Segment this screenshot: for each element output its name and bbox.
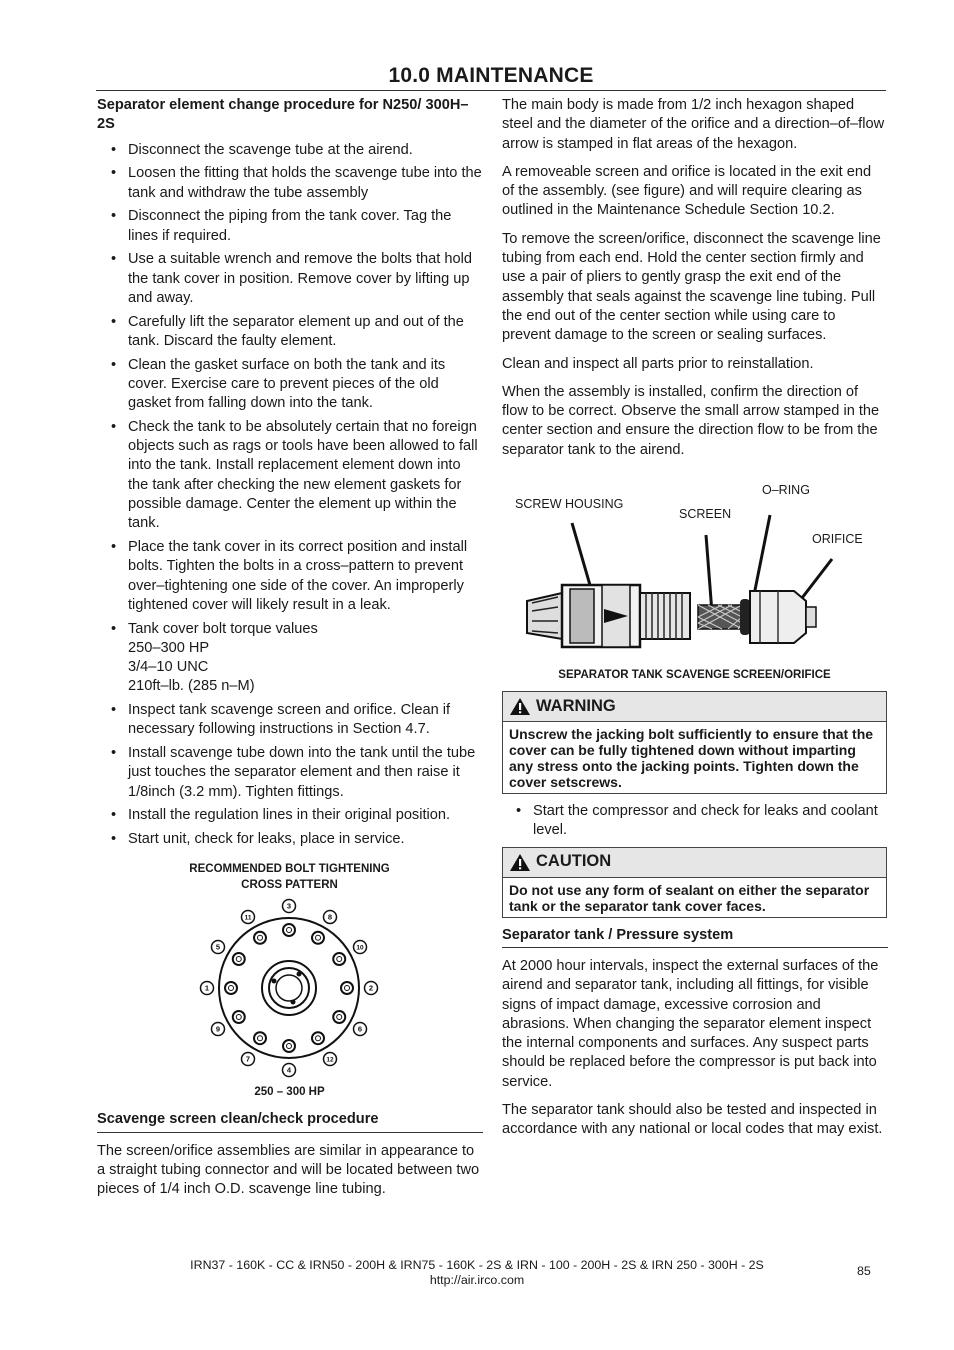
bolt-hole	[333, 1011, 345, 1023]
list-item: • Disconnect the piping from the tank cover. Tag the lines if required.	[97, 207, 482, 246]
cover-hub-inner	[269, 968, 309, 1008]
left-column	[97, 96, 482, 1209]
start-list	[502, 802, 887, 841]
bolt-hole	[254, 1033, 266, 1045]
bolt-pattern-diagram	[97, 897, 482, 1079]
list-item: • Disconnect the scavenge tube at the airend.	[97, 141, 482, 160]
bolt-hole	[233, 1011, 245, 1023]
label-oring: O–RING	[762, 483, 810, 498]
bolt-number: 6	[357, 1024, 363, 1034]
list-item: • Start unit, check for leaks, place in service.	[97, 830, 482, 849]
torque-hp: 250–300 HP	[128, 639, 210, 656]
bolt-hole	[283, 924, 295, 936]
footer-models: IRN37 - 160K - CC & IRN50 - 200H & IRN75 - 160K - 2S & IRN - 100 - 200H - 2S & IRN 250 - 300H - 2S	[190, 1258, 764, 1272]
list-item: • Use a suitable wrench and remove the bolts that hold the tank cover in position. Remove cover by lifting up and away.	[97, 250, 482, 308]
list-item: • Place the tank cover in its correct position and install bolts. Tighten the bolts in a cross–pattern to prevent over–tightening one side of the cover. An improperly tightened cover will likely result in a leak.	[97, 538, 482, 615]
page-number: 85	[857, 1264, 871, 1278]
label-screw-housing: SCREW HOUSING	[515, 497, 624, 512]
section-heading-separator-change: Separator element change procedure for N250/ 300H–2S	[97, 97, 469, 133]
section-heading-scavenge: Scavenge screen clean/check procedure	[97, 1110, 483, 1132]
page-footer	[0, 1258, 954, 1288]
caution-header	[503, 848, 886, 878]
page-title: 10.0 MAINTENANCE	[388, 64, 594, 87]
bolt-number: 7	[245, 1054, 251, 1064]
paragraph: At 2000 hour intervals, inspect the external surfaces of the airend and separator tank, including all fittings, for visible signs of impact damage, excessive corrosion and abrasions. When changing the separator element inspect the internal components and surfaces. Any suspect parts should be replaced before the compressor is put back into service.	[502, 957, 879, 1090]
bolt-number: 4	[286, 1065, 292, 1075]
procedure-list	[97, 141, 482, 850]
paragraph: The separator tank should also be tested and inspected in accordance with any national or local codes that may exist.	[502, 1102, 883, 1138]
bolt-figure-footer: 250 – 300 HP	[254, 1086, 325, 1099]
list-item: • Install the regulation lines in their original position.	[97, 806, 482, 825]
bolt-number: 10	[356, 944, 364, 952]
cover-hub	[262, 961, 316, 1015]
scavenge-paragraph: The screen/orifice assemblies are similar in appearance to a straight tubing connector and will be located between two pieces of 1/4 inch O.D. scavenge line tubing.	[97, 1142, 480, 1198]
bolt-hole	[341, 982, 353, 994]
jacking-point	[272, 979, 277, 984]
paragraph: To remove the screen/orifice, disconnect the scavenge line tubing from each end. Hold the center section firmly and use a pair of pliers to gently grasp the exit end of the assembly that seals against the scavenge line tubing. Pull the end out of the center section while using care to prevent damage to the screen or sealing surfaces.	[502, 230, 881, 344]
label-orifice: ORIFICE	[812, 532, 863, 547]
bolt-number: 9	[215, 1024, 221, 1034]
bolt-hole	[333, 953, 345, 965]
list-item: • Loosen the fitting that holds the scavenge tube into the tank and withdraw the tube assembly	[97, 164, 482, 203]
cover-hub-core	[276, 975, 302, 1001]
jacking-point	[291, 1000, 296, 1005]
bolt-number: 12	[326, 1056, 334, 1064]
caution-title: CAUTION	[536, 852, 612, 871]
right-column	[502, 96, 887, 1149]
bolt-pattern-figure	[97, 861, 482, 1100]
bolt-hole	[254, 932, 266, 944]
bolt-hole	[225, 982, 237, 994]
bolt-figure-caption-1: RECOMMENDED BOLT TIGHTENING	[189, 863, 390, 876]
bolt-hole	[283, 1040, 295, 1052]
warning-text: Unscrew the jacking bolt sufficiently to ensure that the cover can be fully tightened down without imparting any stress onto the jacking points. Tighten down the cover setscrews.	[509, 726, 874, 791]
scavenge-screen-figure	[502, 475, 887, 685]
list-item: • Inspect tank scavenge screen and orifice. Clean if necessary following instructions in Section 4.7.	[97, 701, 482, 740]
section-heading-pressure-system: Separator tank / Pressure system	[502, 926, 888, 948]
bolt-figure-caption-2: CROSS PATTERN	[241, 879, 338, 892]
warning-header	[503, 692, 886, 722]
warning-box	[502, 691, 887, 794]
caution-box	[502, 847, 887, 918]
torque-thread: 3/4–10 UNC	[128, 659, 209, 676]
torque-value: 210ft–lb. (285 n–M)	[128, 678, 255, 695]
label-screen: SCREEN	[679, 507, 732, 522]
warning-icon	[509, 697, 531, 716]
bolt-number: 3	[286, 901, 292, 911]
jacking-point	[297, 972, 302, 977]
flange-outer-circle	[219, 918, 359, 1058]
bolt-number: 8	[327, 912, 333, 922]
bolt-hole	[312, 932, 324, 944]
paragraph: Clean and inspect all parts prior to reinstallation.	[502, 355, 814, 372]
caution-icon	[509, 853, 531, 872]
paragraph: When the assembly is installed, confirm the direction of flow to be correct. Observe the small arrow stamped in the center section and ensure the direction flow to be from the separator tank to the airend.	[502, 383, 880, 458]
paragraph: A removeable screen and orifice is located in the exit end of the assembly. (see figure) and will require clearing as outlined in the Maintenance Schedule Section 10.2.	[502, 163, 872, 219]
bolt-number: 1	[204, 983, 210, 993]
list-item: • Clean the gasket surface on both the tank and its cover. Exercise care to prevent pieces of the old gasket from falling down into the tank.	[97, 356, 482, 414]
caution-text: Do not use any form of sealant on either the separator tank or the separator tank cover faces.	[509, 881, 870, 914]
title-rule	[96, 90, 886, 91]
list-item: • Start the compressor and check for leaks and coolant level.	[502, 802, 887, 841]
bolt-hole	[233, 953, 245, 965]
paragraph: The main body is made from 1/2 inch hexagon shaped steel and the diameter of the orifice and a direction–of–flow arrow is stamped in flat areas of the hexagon.	[502, 97, 885, 152]
footer-url: http://air.irco.com	[429, 1273, 525, 1287]
bolt-number: 5	[215, 942, 221, 952]
bolt-number: 2	[368, 983, 374, 993]
list-item: • Check the tank to be absolutely certain that no foreign objects such as rags or tools have been allowed to fall into the tank. Install replacement element down into the tank after checking the new element gaskets for possible damage. Center the element up within the tank.	[97, 418, 482, 534]
warning-title: WARNING	[536, 696, 616, 715]
list-item-torque	[97, 620, 482, 697]
bolt-hole	[312, 1033, 324, 1045]
list-item: • Install scavenge tube down into the tank until the tube just touches the separator element and then raise it 1/8inch (3.2 mm). Tighten fittings.	[97, 744, 482, 802]
torque-label: • Tank cover bolt torque values	[128, 620, 318, 637]
screen-figure-caption: SEPARATOR TANK SCAVENGE SCREEN/ORIFICE	[558, 669, 831, 682]
list-item: • Carefully lift the separator element up and out of the tank. Discard the faulty element.	[97, 313, 482, 352]
bolt-number: 11	[244, 914, 252, 922]
